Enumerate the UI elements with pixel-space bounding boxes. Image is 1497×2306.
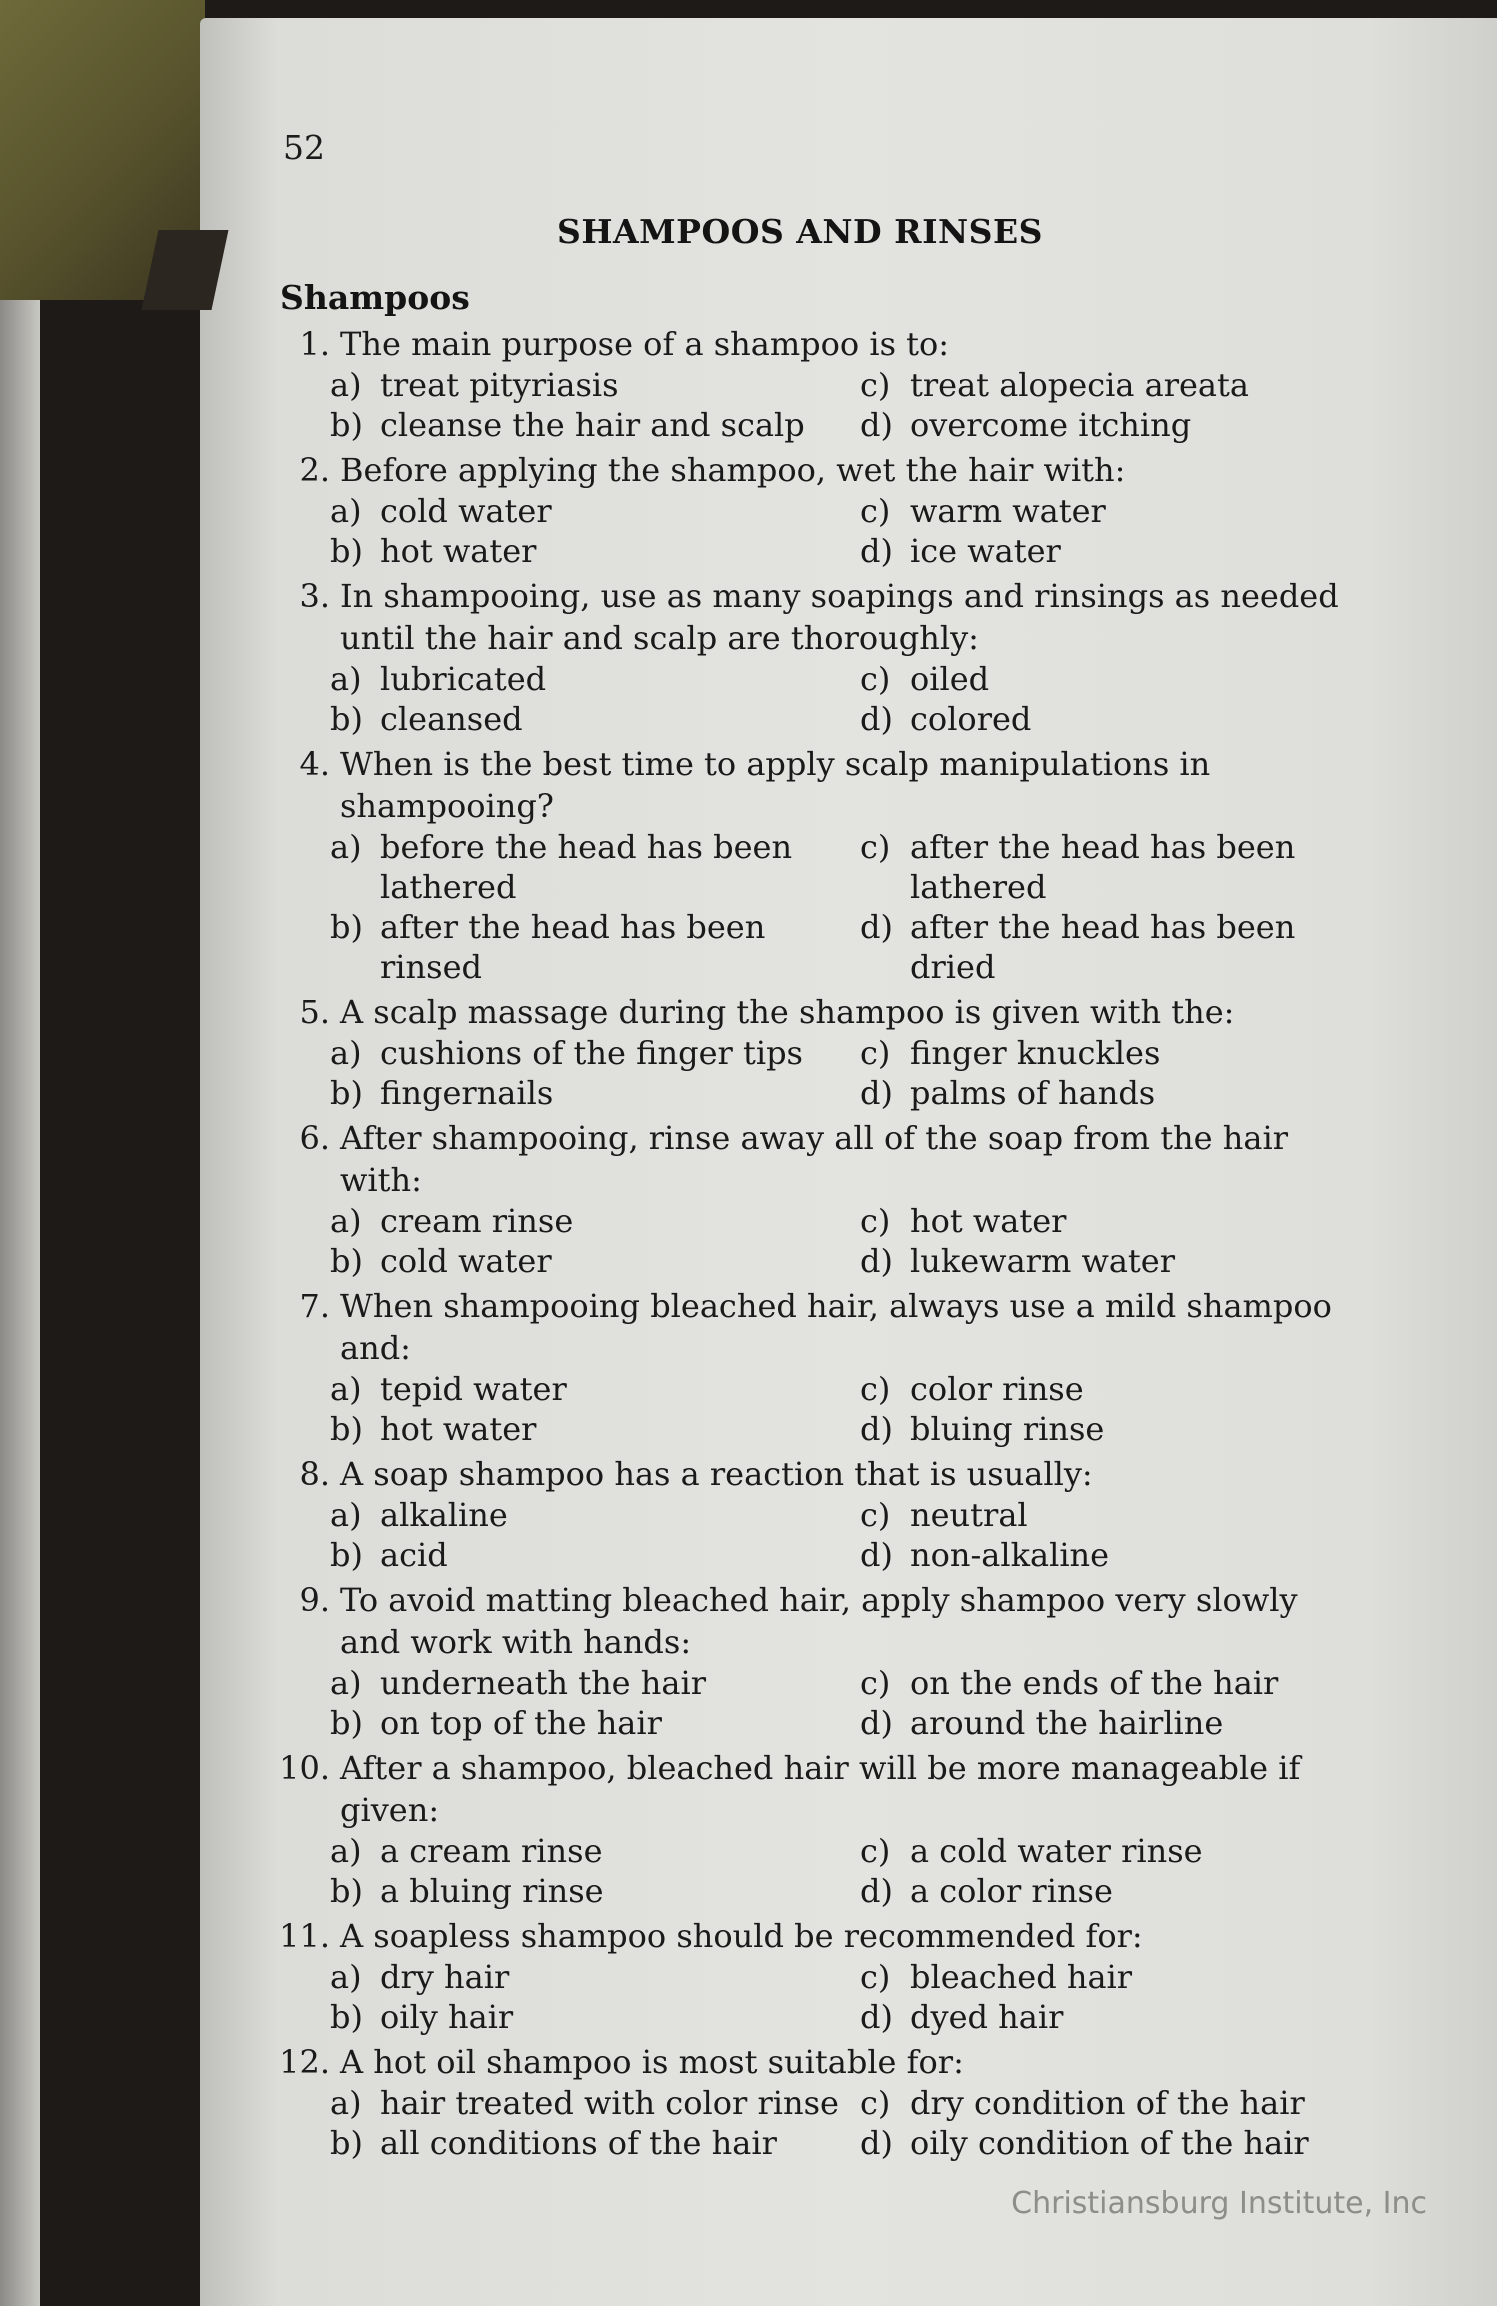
answer-option [860,1957,1360,1997]
option-letter: d) [860,1410,893,1448]
option-letter: a) [330,828,362,866]
option-text: a cold water rinse [910,1832,1203,1870]
option-letter: a) [330,1496,362,1534]
answer-option [330,531,860,571]
answer-option [330,1957,860,1997]
option-text: cushions of the finger tips [380,1034,803,1072]
question-stem [250,1117,1360,1201]
answer-options [330,827,1360,987]
answer-option [330,1663,860,1703]
option-text: treat pityriasis [380,366,619,404]
option-text: hot water [380,532,537,570]
question-stem [250,449,1360,491]
option-text: color rinse [910,1370,1084,1408]
option-letter: a) [330,1202,362,1240]
question-stem [250,575,1360,659]
answer-options [330,1201,1360,1281]
option-text: a cream rinse [380,1832,603,1870]
question-stem [250,1915,1360,1957]
question-text: A soapless shampoo should be recommended for: [340,1917,1143,1955]
option-letter: d) [860,2124,893,2162]
watermark: Christiansburg Institute, Inc [1011,2186,1427,2221]
option-text: cold water [380,1242,552,1280]
option-letter: d) [860,406,893,444]
question-number: 1. [299,325,330,363]
option-letter: c) [860,1958,891,1996]
option-text: around the hairline [910,1704,1224,1742]
answer-option [860,1663,1360,1703]
option-letter: a) [330,660,362,698]
question-number: 11. [279,1917,330,1955]
answer-options [330,2083,1360,2163]
option-letter: d) [860,1704,893,1742]
option-letter: d) [860,1872,893,1910]
answer-options [330,365,1360,445]
question-number: 6. [299,1119,330,1157]
question-item [250,2041,1360,2163]
option-text: colored [910,700,1032,738]
option-letter: a) [330,1958,362,1996]
question-text: To avoid matting bleached hair, apply shampoo very slowly and work with hands: [340,1581,1298,1661]
option-text: a color rinse [910,1872,1113,1910]
option-letter: c) [860,660,891,698]
option-letter: c) [860,1034,891,1072]
answer-option [330,1997,860,2037]
answer-option [860,2123,1360,2163]
answer-option [860,1495,1360,1535]
option-letter: d) [860,1998,893,2036]
answer-option [860,365,1360,405]
answer-options [330,659,1360,739]
question-text: A soap shampoo has a reaction that is usually: [340,1455,1093,1493]
answer-option [860,531,1360,571]
page-number: 52 [283,128,325,167]
option-text: finger knuckles [910,1034,1161,1072]
option-letter: b) [330,2124,363,2162]
answer-option [330,1201,860,1241]
option-text: ice water [910,532,1061,570]
answer-option [330,1409,860,1449]
question-list [250,323,1360,2167]
question-item [250,449,1360,571]
question-stem [250,743,1360,827]
question-text: A scalp massage during the shampoo is given with the: [340,993,1235,1031]
option-text: neutral [910,1496,1028,1534]
option-letter: d) [860,1536,893,1574]
option-letter: b) [330,1704,363,1742]
page-left-edge [0,300,40,2306]
question-item [250,743,1360,987]
question-number: 5. [299,993,330,1031]
answer-option [860,2083,1360,2123]
question-number: 2. [299,451,330,489]
option-letter: a) [330,1034,362,1072]
option-letter: a) [330,1664,362,1702]
question-number: 12. [279,2043,330,2081]
option-letter: b) [330,1536,363,1574]
option-text: lukewarm water [910,1242,1176,1280]
answer-option [330,1831,860,1871]
option-text: hot water [380,1410,537,1448]
question-stem [250,2041,1360,2083]
option-letter: c) [860,1664,891,1702]
question-item [250,991,1360,1113]
question-text: When shampooing bleached hair, always use a mild shampoo and: [340,1287,1332,1367]
answer-option [860,1033,1360,1073]
option-text: cream rinse [380,1202,574,1240]
page-title: SHAMPOOS AND RINSES [557,212,1043,251]
option-text: cleansed [380,700,523,738]
option-letter: d) [860,700,893,738]
option-letter: a) [330,366,362,404]
option-text: underneath the hair [380,1664,706,1702]
question-item [250,1285,1360,1449]
question-number: 9. [299,1581,330,1619]
answer-options [330,1033,1360,1113]
option-text: alkaline [380,1496,508,1534]
answer-option [330,2123,860,2163]
answer-option [860,1703,1360,1743]
answer-option [860,1997,1360,2037]
option-letter: a) [330,492,362,530]
answer-option [860,405,1360,445]
answer-option [330,1073,860,1113]
option-text: overcome itching [910,406,1192,444]
question-text: Before applying the shampoo, wet the hair with: [340,451,1126,489]
answer-options [330,1831,1360,1911]
option-text: fingernails [380,1074,554,1112]
option-text: a bluing rinse [380,1872,604,1910]
question-text: After a shampoo, bleached hair will be more manageable if given: [340,1749,1301,1829]
option-letter: c) [860,366,891,404]
question-text: In shampooing, use as many soapings and rinsings as needed until the hair and scalp are thoroughly: [340,577,1339,657]
answer-option [330,1535,860,1575]
answer-option [330,405,860,445]
answer-option [860,491,1360,531]
question-stem [250,1453,1360,1495]
option-text: warm water [910,492,1106,530]
option-letter: b) [330,700,363,738]
option-letter: b) [330,1410,363,1448]
answer-option [330,365,860,405]
option-text: acid [380,1536,448,1574]
question-text: When is the best time to apply scalp manipulations in shampooing? [340,745,1211,825]
option-text: hot water [910,1202,1067,1240]
option-text: cold water [380,492,552,530]
option-text: on top of the hair [380,1704,662,1742]
option-text: oily condition of the hair [910,2124,1309,2162]
answer-options [330,1369,1360,1449]
option-text: oiled [910,660,990,698]
option-text: palms of hands [910,1074,1156,1112]
question-number: 10. [279,1749,330,1787]
option-letter: a) [330,2084,362,2122]
question-item [250,1579,1360,1743]
answer-option [330,1703,860,1743]
answer-option [860,1369,1360,1409]
option-text: dry condition of the hair [910,2084,1305,2122]
option-text: non-alkaline [910,1536,1110,1574]
question-item [250,1747,1360,1911]
question-item [250,1117,1360,1281]
answer-options [330,1495,1360,1575]
question-item [250,575,1360,739]
option-letter: c) [860,1496,891,1534]
question-item [250,1915,1360,2037]
option-text: oily hair [380,1998,514,2036]
option-text: tepid water [380,1370,567,1408]
question-stem [250,1285,1360,1369]
option-letter: a) [330,1370,362,1408]
option-letter: b) [330,908,363,946]
answer-option [860,1073,1360,1113]
option-letter: b) [330,406,363,444]
answer-option [860,1409,1360,1449]
answer-option [860,907,1360,987]
question-text: A hot oil shampoo is most suitable for: [340,2043,964,2081]
answer-option [860,699,1360,739]
answer-options [330,1957,1360,2037]
option-text: lubricated [380,660,547,698]
option-text: all conditions of the hair [380,2124,777,2162]
option-letter: b) [330,1074,363,1112]
answer-option [330,2083,860,2123]
question-number: 8. [299,1455,330,1493]
option-text: hair treated with color rinse [380,2084,839,2122]
question-stem [250,991,1360,1033]
option-letter: d) [860,1242,893,1280]
option-text: dyed hair [910,1998,1064,2036]
option-text: bleached hair [910,1958,1133,1996]
option-text: before the head has been lathered [380,828,793,906]
answer-option [330,1241,860,1281]
option-letter: b) [330,1872,363,1910]
question-stem [250,323,1360,365]
answer-option [860,1871,1360,1911]
answer-option [860,1201,1360,1241]
option-letter: b) [330,1998,363,2036]
question-number: 4. [299,745,330,783]
option-text: treat alopecia areata [910,366,1249,404]
option-letter: c) [860,828,891,866]
answer-option [860,1831,1360,1871]
answer-option [330,827,860,907]
answer-option [330,699,860,739]
option-text: dry hair [380,1958,510,1996]
answer-options [330,1663,1360,1743]
answer-option [330,907,860,987]
question-stem [250,1579,1360,1663]
answer-option [860,1241,1360,1281]
question-item [250,1453,1360,1575]
answer-options [330,491,1360,571]
answer-option [860,1535,1360,1575]
question-item [250,323,1360,445]
answer-option [330,491,860,531]
answer-option [330,1871,860,1911]
option-letter: a) [330,1832,362,1870]
question-text: After shampooing, rinse away all of the soap from the hair with: [340,1119,1288,1199]
option-letter: c) [860,1202,891,1240]
option-text: after the head has been rinsed [380,908,766,986]
option-letter: b) [330,1242,363,1280]
option-letter: c) [860,2084,891,2122]
option-letter: b) [330,532,363,570]
option-letter: c) [860,1832,891,1870]
answer-option [330,1033,860,1073]
answer-option [330,659,860,699]
option-letter: d) [860,1074,893,1112]
option-text: after the head has been lathered [910,828,1296,906]
option-letter: d) [860,532,893,570]
answer-option [330,1369,860,1409]
option-text: on the ends of the hair [910,1664,1279,1702]
question-stem [250,1747,1360,1831]
question-text: The main purpose of a shampoo is to: [340,325,950,363]
answer-option [860,827,1360,907]
answer-option [860,659,1360,699]
option-text: after the head has been dried [910,908,1296,986]
question-number: 3. [299,577,330,615]
option-letter: c) [860,492,891,530]
question-number: 7. [299,1287,330,1325]
option-text: bluing rinse [910,1410,1105,1448]
option-text: cleanse the hair and scalp [380,406,805,444]
section-title: Shampoos [280,278,470,317]
option-letter: d) [860,908,893,946]
option-letter: c) [860,1370,891,1408]
answer-option [330,1495,860,1535]
